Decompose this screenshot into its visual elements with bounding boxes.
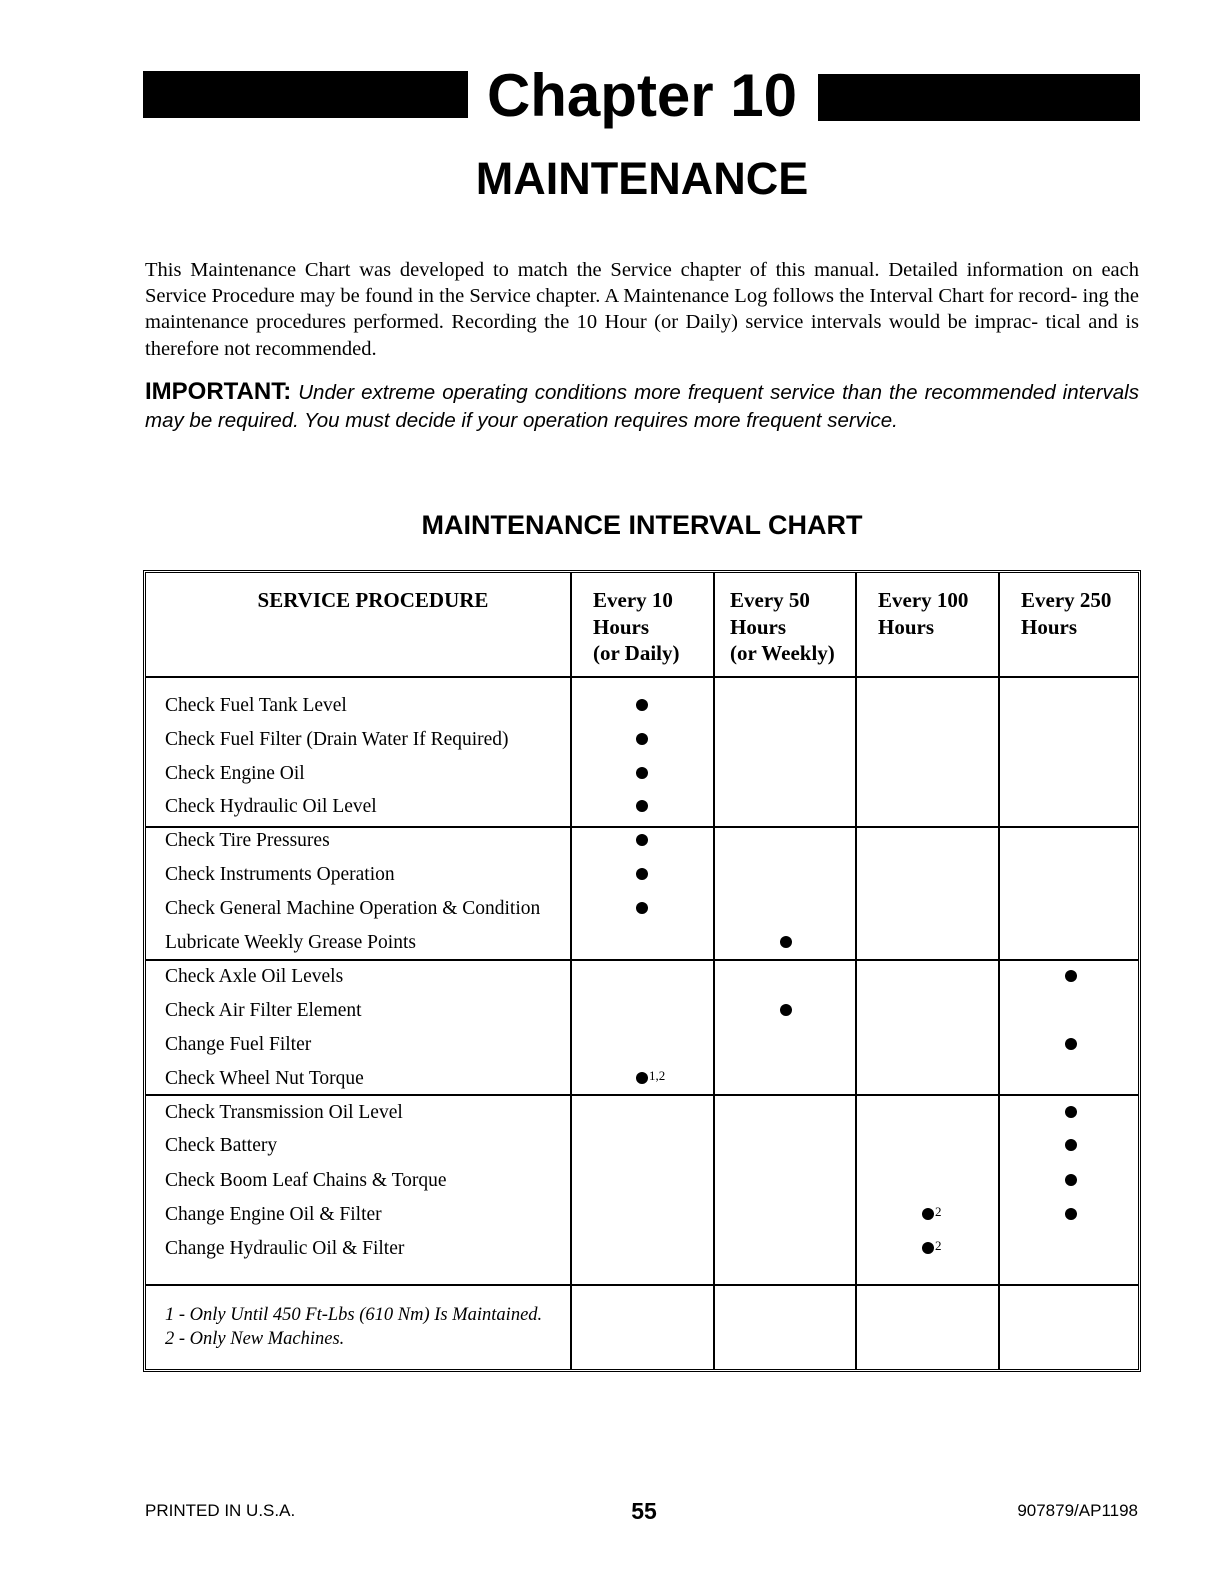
section-title: MAINTENANCE (475, 153, 809, 204)
table-row-procedure: Change Hydraulic Oil & Filter (165, 1238, 405, 1259)
interval-dot-icon (636, 834, 648, 846)
chapter-title: Chapter 10 (486, 62, 798, 129)
header-line: Hours (878, 614, 935, 639)
interval-dot-icon (636, 800, 648, 812)
important-note (145, 378, 1139, 435)
footnote-reference: 2 (935, 1238, 942, 1253)
title-bar-left (143, 71, 468, 118)
intro-paragraph: This Maintenance Chart was developed to match the Service chapter of this manual. Detailed information on each Service Procedure may be found in the Service chapter. A Maintenance Log follows the Interval Chart for record- ing the maintenance procedures performed. Recording the 10 Hour (or Daily) service intervals would be imprac- tical and is therefore not recommended. (145, 259, 1139, 360)
interval-dot-icon (922, 1242, 934, 1254)
footer-printed: PRINTED IN U.S.A. (145, 1501, 296, 1520)
interval-dot-icon (636, 902, 648, 914)
footnote-reference: 1,2 (649, 1068, 666, 1083)
table-row-procedure: Check Fuel Filter (Drain Water If Required) (165, 729, 509, 750)
column-divider (855, 573, 857, 1369)
interval-dot-icon (1065, 1174, 1077, 1186)
title-bar-right (818, 74, 1140, 121)
table-row-procedure: Check Engine Oil (165, 763, 305, 784)
interval-dot-icon (780, 1004, 792, 1016)
header-line: Every 250 (1021, 588, 1112, 612)
page-number: 55 (631, 1498, 657, 1524)
header-line: Hours (593, 614, 650, 639)
table-row-procedure: Check Transmission Oil Level (165, 1102, 403, 1123)
table-row-procedure: Change Engine Oil & Filter (165, 1204, 382, 1225)
table-row-procedure: Check Boom Leaf Chains & Torque (165, 1170, 447, 1191)
interval-dot-icon (1065, 1106, 1077, 1118)
interval-dot-icon (636, 733, 648, 745)
interval-dot-icon (1065, 1038, 1077, 1050)
table-row-procedure: Check Battery (165, 1135, 278, 1156)
interval-dot-icon (636, 767, 648, 779)
interval-dot-icon (636, 1072, 648, 1084)
header-line: Every 100 (878, 588, 969, 612)
interval-dot-icon (1065, 1208, 1077, 1220)
header-line: Hours (1021, 614, 1078, 639)
header-line: Hours (730, 614, 787, 639)
table-row-procedure: Lubricate Weekly Grease Points (165, 932, 416, 953)
header-line: Every 10 (593, 588, 673, 612)
header-every-10-hours (593, 587, 680, 667)
footnote-reference: 2 (935, 1204, 942, 1219)
table-row-procedure: Check Hydraulic Oil Level (165, 796, 377, 817)
column-divider (713, 573, 715, 1369)
maintenance-interval-table (143, 570, 1141, 1372)
interval-dot-icon (636, 699, 648, 711)
row-divider (146, 676, 1138, 678)
footnote-2: 2 - Only New Machines. (165, 1329, 345, 1349)
row-divider (146, 1284, 1138, 1286)
table-row-procedure: Check Axle Oil Levels (165, 966, 344, 987)
important-text: Under extreme operating conditions more frequent service than the recommended intervals may be required. You must decide if your operation requires more frequent service. (145, 381, 1139, 432)
table-row-procedure: Check Instruments Operation (165, 864, 395, 885)
table-row-procedure: Change Fuel Filter (165, 1034, 312, 1055)
column-divider (570, 573, 572, 1369)
header-line: (or Weekly) (730, 641, 835, 665)
header-every-100-hours (878, 587, 968, 640)
footnote-1: 1 - Only Until 450 Ft-Lbs (610 Nm) Is Maintained. (165, 1305, 543, 1325)
interval-dot-icon (780, 936, 792, 948)
header-every-50-hours (730, 587, 835, 667)
footer-doc-number: 907879/AP1198 (1017, 1501, 1138, 1520)
table-row-procedure: Check General Machine Operation & Condition (165, 898, 541, 919)
interval-dot-icon (1065, 1139, 1077, 1151)
row-divider (146, 959, 1138, 961)
interval-dot-icon (1065, 970, 1077, 982)
header-line: (or Daily) (593, 641, 680, 665)
table-row-procedure: Check Air Filter Element (165, 1000, 362, 1021)
header-line: Every 50 (730, 588, 810, 612)
chart-title: MAINTENANCE INTERVAL CHART (421, 510, 863, 540)
header-service-procedure: SERVICE PROCEDURE (257, 588, 489, 612)
interval-dot-icon (922, 1208, 934, 1220)
row-divider (146, 826, 1138, 828)
table-row-procedure: Check Wheel Nut Torque (165, 1068, 364, 1089)
table-row-procedure: Check Fuel Tank Level (165, 695, 347, 716)
table-row-procedure: Check Tire Pressures (165, 830, 330, 851)
column-divider (998, 573, 1000, 1369)
header-every-250-hours (1021, 587, 1111, 640)
important-label: IMPORTANT: (145, 378, 292, 405)
interval-dot-icon (636, 868, 648, 880)
row-divider (146, 1094, 1138, 1096)
